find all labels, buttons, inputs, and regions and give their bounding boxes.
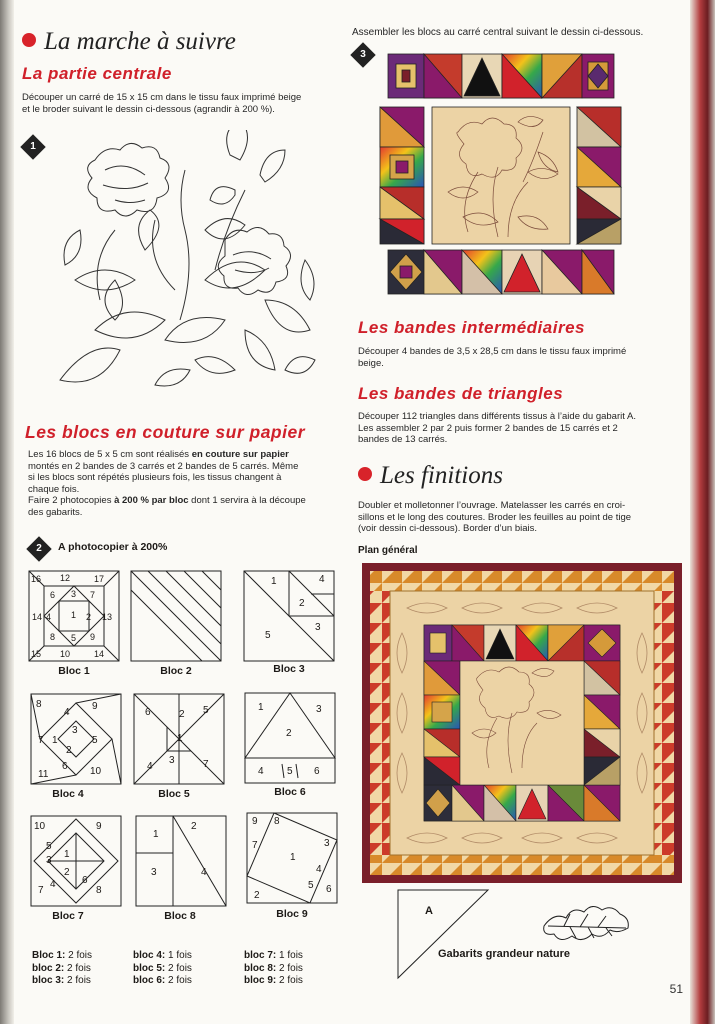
blocs-text: Les 16 blocs de 5 x 5 cm sont réalisés en couture sur papier montés en 2 bandes de 3 carrés et 2 bandes de 5 carrés. Même si les blocs sont répétés plusieurs fois, les tissus changent à chaque fois. Faire 2 photocopies à 200 % par bloc dont 1 servira à la découpe des gabarits.	[28, 449, 306, 518]
step-3-badge: 3	[350, 42, 375, 67]
finitions-text: Doubler et molletonner l’ouvrage. Matelasser les carrés en croi- sillons et le long des coutures. Broder les feuilles au point de tige (voir dessin ci-dessous). Border d’un biais.	[358, 500, 632, 534]
section-title-marche: La marche à suivre	[22, 28, 236, 56]
gabarits-label: Gabarits grandeur nature	[438, 948, 571, 960]
gabarit-a-letter: A	[425, 905, 433, 917]
plan-general-label: Plan général	[358, 545, 418, 556]
assembly-diagram	[378, 52, 623, 297]
bloc-7-numbers: 10 9 5 3 1 2 6 7 4 8	[34, 821, 102, 896]
bullet-dot	[22, 33, 36, 47]
legend-col-1: Bloc 1: 2 fois bloc 2: 2 fois bloc 3: 2 fois	[32, 950, 93, 986]
bloc-1-numbers: 16 12 17 6 3 7 14 4 1 2 13 8 5 9 15 10 14	[31, 573, 113, 659]
gabarit-a-triangle	[396, 888, 491, 983]
bloc-2-diagram	[130, 570, 222, 662]
intermediaires-text: Découper 4 bandes de 3,5 x 28,5 cm dans le tissu faux imprimé beige.	[358, 346, 627, 369]
legend-col-3: bloc 7: 1 fois bloc 8: 2 fois bloc 9: 2 fois	[244, 950, 303, 986]
heading-partie-centrale: La partie centrale	[22, 64, 172, 83]
bloc-5-label: Bloc 5	[158, 788, 190, 800]
step-1-badge: 1	[20, 134, 45, 159]
page-edge	[690, 0, 715, 1024]
book-spine	[0, 0, 14, 1024]
bloc-6-numbers: 1 3 2 4 5 6	[258, 702, 322, 777]
assembler-text: Assembler les blocs au carré central suivant le dessin ci-dessous.	[352, 27, 644, 38]
photocopier-label: A photocopier à 200%	[58, 541, 168, 553]
bullet-dot	[358, 467, 372, 481]
leaf-template-icon	[540, 900, 632, 950]
heading-intermediaires: Les bandes intermédiaires	[358, 318, 585, 337]
page-number: 51	[669, 982, 683, 996]
heading-triangles: Les bandes de triangles	[358, 384, 564, 403]
bloc-5-numbers: 6 2 5 1 3 4 7	[145, 705, 209, 772]
bloc-3-label: Bloc 3	[273, 663, 305, 675]
heading-blocs: Les blocs en couture sur papier	[25, 422, 306, 442]
bloc-2-label: Bloc 2	[160, 665, 192, 677]
bloc-6-label: Bloc 6	[274, 786, 306, 798]
plan-general-quilt	[362, 563, 682, 883]
bloc-4-numbers: 8 4 9 7 1 3 5 2 6 11 10	[36, 699, 102, 780]
partie-centrale-text: Découper un carré de 15 x 15 cm dans le tissu faux imprimé beige et le broder suivant le dessin ci-dessous (agrandir à 200 %).	[22, 92, 302, 115]
bloc-3-numbers: 1 4 2 3 5	[265, 574, 325, 641]
bloc-8-numbers: 1 2 3 4	[151, 821, 207, 878]
bloc-9-label: Bloc 9	[276, 908, 308, 920]
triangles-text: Découper 112 triangles dans différents tissus à l’aide du gabarit A. Les assembler 2 par 2 puis former 2 bandes de 15 carrés et 2 bandes de 13 carrés.	[358, 411, 636, 445]
step-2-badge: 2	[26, 536, 51, 561]
bloc-4-label: Bloc 4	[52, 788, 84, 800]
bloc-7-label: Bloc 7	[52, 910, 84, 922]
bloc-8-label: Bloc 8	[164, 910, 196, 922]
bloc-9-numbers: 9 8 7 1 3 4 2 5 6	[252, 816, 332, 901]
section-title-finitions: Les finitions	[358, 462, 503, 490]
embroidery-pattern-drawing	[55, 130, 320, 395]
legend-col-2: bloc 4: 1 fois bloc 5: 2 fois bloc 6: 2 fois	[133, 950, 192, 986]
bloc-1-label: Bloc 1	[58, 665, 90, 677]
